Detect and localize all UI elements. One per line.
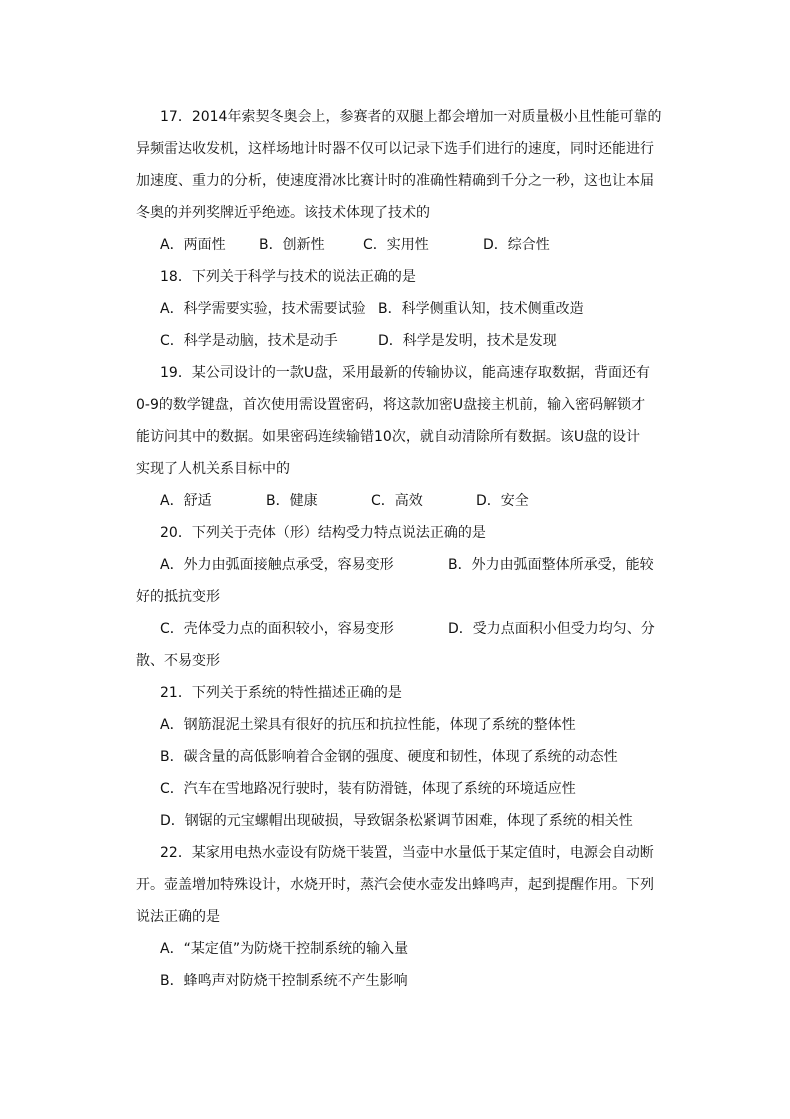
question-22-option-a: A．“某定值”为防烧干控制系统的输入量 xyxy=(160,941,409,957)
question-19-option-c: C．高效 xyxy=(371,493,423,509)
question-21-option-b: B．碳含量的高低影响着合金钢的强度、硬度和韧性，体现了系统的动态性 xyxy=(160,749,618,765)
question-22-option-b: B．蜂鸣声对防烧干控制系统不产生影响 xyxy=(160,973,408,989)
question-19-stem: 实现了人机关系目标中的 xyxy=(136,461,290,477)
question-17-stem: 冬奥的并列奖牌近乎绝迹。该技术体现了技术的 xyxy=(136,205,430,221)
question-17-option-d: D．综合性 xyxy=(483,237,550,253)
question-18-option-b: B．科学侧重认知，技术侧重改造 xyxy=(378,301,584,317)
question-19-stem: 19．某公司设计的一款U盘，采用最新的传输协议，能高速存取数据，背面还有 xyxy=(160,365,651,381)
question-18-option-d: D．科学是发明，技术是发现 xyxy=(378,333,557,349)
question-17-stem: 异频雷达收发机，这样场地计时器不仅可以记录下选手们进行的速度，同时还能进行 xyxy=(136,141,654,157)
question-17-option-b: B．创新性 xyxy=(259,237,325,253)
question-19-option-d: D．安全 xyxy=(476,493,529,509)
question-19-option-b: B．健康 xyxy=(266,493,318,509)
question-21-stem: 21．下列关于系统的特性描述正确的是 xyxy=(160,685,402,701)
question-19-option-a: A．舒适 xyxy=(160,493,212,509)
question-20-option-c: C．壳体受力点的面积较小，容易变形 xyxy=(160,621,394,637)
question-20-stem: 20．下列关于壳体（形）结构受力特点说法正确的是 xyxy=(160,525,486,541)
question-17-option-a: A．两面性 xyxy=(160,237,226,253)
question-20-option-b: B．外力由弧面整体所承受，能较 xyxy=(448,557,654,573)
question-21-option-c: C．汽车在雪地路况行驶时，装有防滑链，体现了系统的环境适应性 xyxy=(160,781,576,797)
question-21-option-a: A．钢筋混泥土梁具有很好的抗压和抗拉性能，体现了系统的整体性 xyxy=(160,717,576,733)
question-20-option-a: A．外力由弧面接触点承受，容易变形 xyxy=(160,557,394,573)
question-22-stem: 开。壶盖增加特殊设计，水烧开时，蒸汽会使水壶发出蜂鸣声，起到提醒作用。下列 xyxy=(136,877,654,893)
question-18-option-a: A．科学需要实验，技术需要试验 xyxy=(160,301,366,317)
question-20-option-d: D．受力点面积小但受力均匀、分 xyxy=(448,621,655,637)
question-17-option-c: C．实用性 xyxy=(363,237,429,253)
question-20-option-b-cont: 好的抵抗变形 xyxy=(136,589,220,605)
question-21-option-d: D．钢锯的元宝螺帽出现破损，导致锯条松紧调节困难，体现了系统的相关性 xyxy=(160,813,633,829)
question-19-stem: 能访问其中的数据。如果密码连续输错10次，就自动清除所有数据。该U盘的设计 xyxy=(136,429,641,445)
question-17-stem: 17．2014年索契冬奥会上，参赛者的双腿上都会增加一对质量极小且性能可靠的 xyxy=(160,109,662,125)
question-19-stem: 0-9的数学键盘，首次使用需设置密码，将这款加密U盘接主机前，输入密码解锁才 xyxy=(136,397,646,413)
question-18-option-c: C．科学是动脑，技术是动手 xyxy=(160,333,338,349)
question-22-stem: 22．某家用电热水壶设有防烧干装置，当壶中水量低于某定值时，电源会自动断 xyxy=(160,845,654,861)
question-22-stem: 说法正确的是 xyxy=(136,909,220,925)
question-18-stem: 18．下列关于科学与技术的说法正确的是 xyxy=(160,269,416,285)
question-20-option-d-cont: 散、不易变形 xyxy=(136,653,220,669)
question-17-stem: 加速度、重力的分析，使速度滑冰比赛计时的准确性精确到千分之一秒，这也让本届 xyxy=(136,173,654,189)
